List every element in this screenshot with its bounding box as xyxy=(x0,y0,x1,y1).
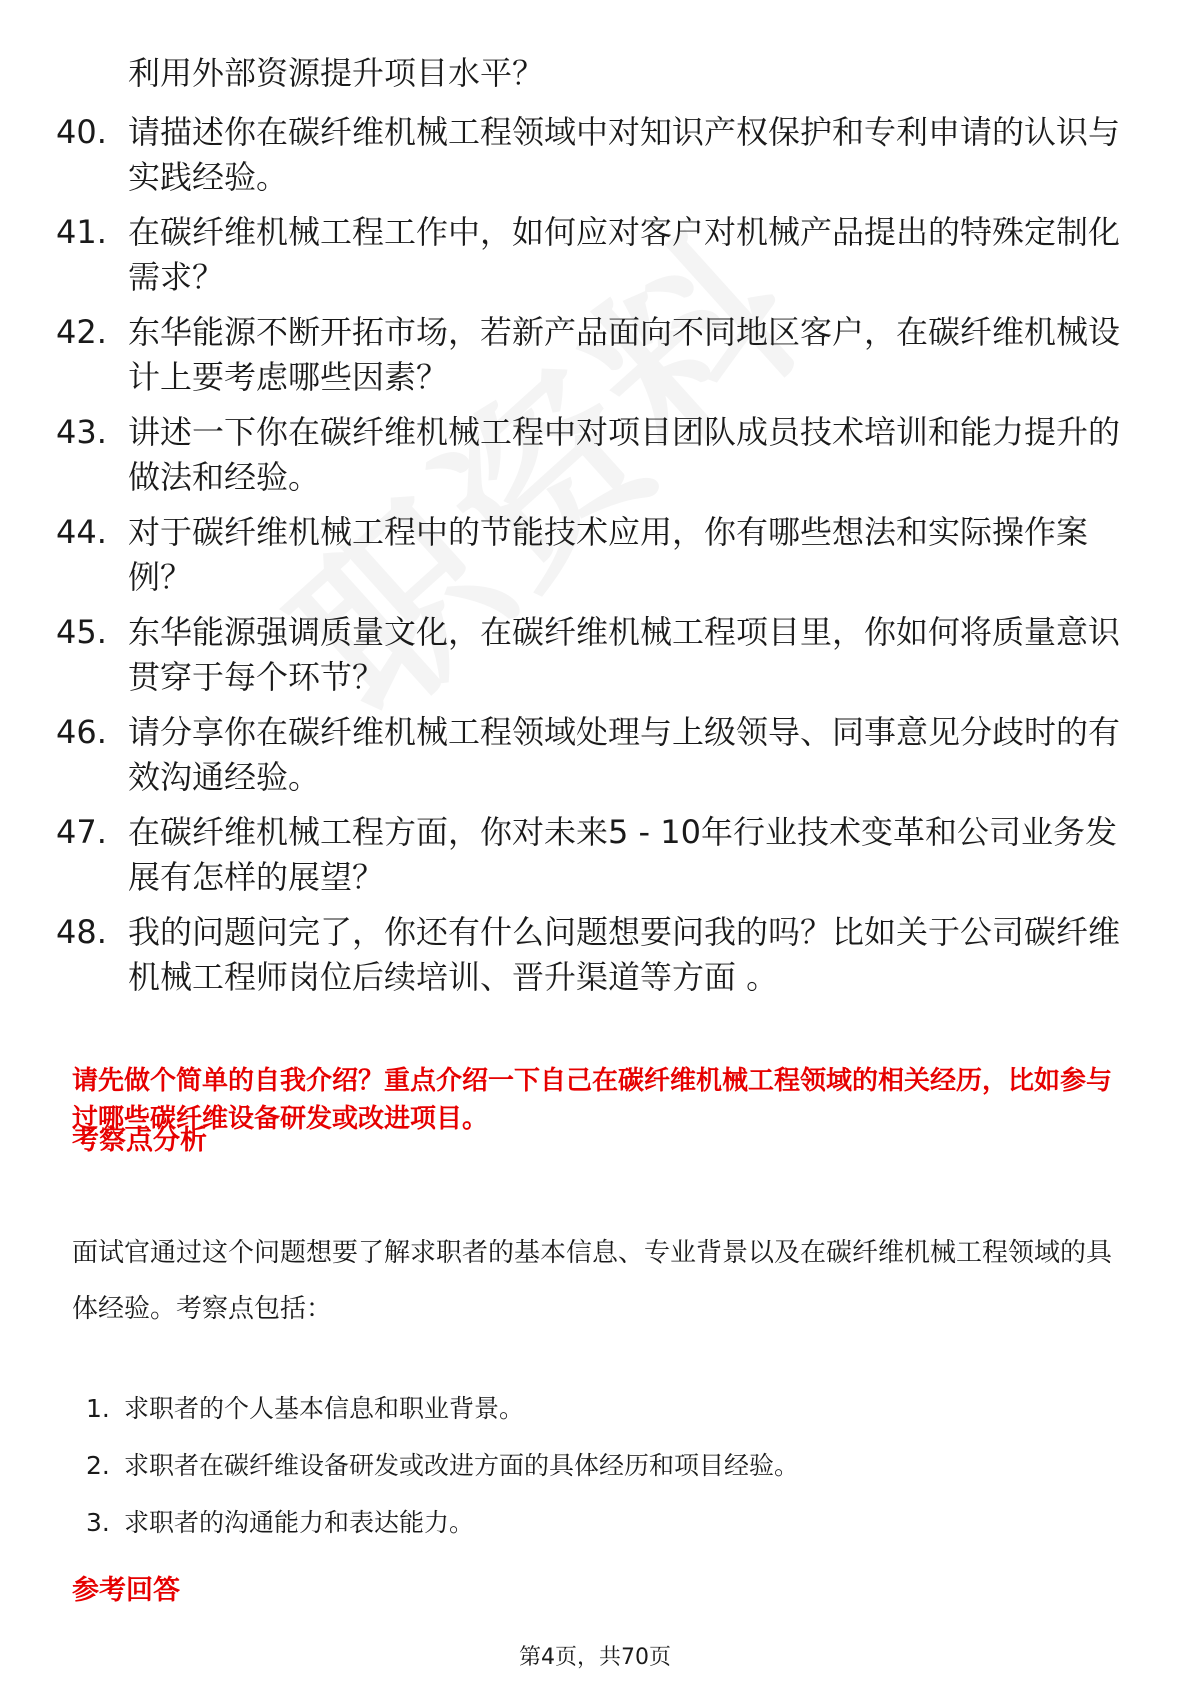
question-number: 47. xyxy=(56,813,107,851)
question-text: 请分享你在碳纤维机械工程领域处理与上级领导、同事意见分歧时的有效沟通经验。 xyxy=(128,713,1121,796)
question-number: 40. xyxy=(56,113,107,151)
point-text: 求职者的沟通能力和表达能力。 xyxy=(124,1508,475,1537)
question-text: 在碳纤维机械工程工作中，如何应对客户对机械产品提出的特殊定制化需求？ xyxy=(128,213,1121,296)
point-number: 2. xyxy=(86,1451,110,1480)
points-list xyxy=(86,1390,799,1561)
point-text: 求职者在碳纤维设备研发或改进方面的具体经历和项目经验。 xyxy=(124,1451,800,1480)
question-text: 讲述一下你在碳纤维机械工程中对项目团队成员技术培训和能力提升的做法和经验。 xyxy=(128,413,1121,496)
page-footer: 第4页，共70页 xyxy=(519,1645,671,1670)
question-number: 45. xyxy=(56,613,107,651)
point-text: 求职者的个人基本信息和职业背景。 xyxy=(124,1394,525,1423)
question-item xyxy=(56,510,1136,600)
question-item xyxy=(56,210,1136,300)
question-list xyxy=(56,110,1136,1010)
question-number: 46. xyxy=(56,713,107,751)
question-item xyxy=(56,310,1136,400)
question-item xyxy=(56,910,1136,1000)
point-number: 3. xyxy=(86,1508,110,1537)
question-text: 请描述你在碳纤维机械工程领域中对知识产权保护和专利申请的认识与实践经验。 xyxy=(128,113,1121,196)
question-number: 44. xyxy=(56,513,107,551)
question-text: 我的问题问完了，你还有什么问题想要问我的吗？比如关于公司碳纤维机械工程师岗位后续培训、晋升渠道等方面 。 xyxy=(128,913,1121,996)
answer-heading: 参考回答 xyxy=(72,1575,180,1606)
analysis-heading: 考察点分析 xyxy=(72,1125,207,1156)
question-text: 东华能源强调质量文化，在碳纤维机械工程项目里，你如何将质量意识贯穿于每个环节？ xyxy=(128,613,1121,696)
question-item xyxy=(56,410,1136,500)
point-item xyxy=(86,1504,799,1542)
continuation-line: 利用外部资源提升项目水平？ xyxy=(128,54,545,92)
point-item xyxy=(86,1390,799,1428)
analysis-paragraph: 面试官通过这个问题想要了解求职者的基本信息、专业背景以及在碳纤维机械工程领域的具体经验。考察点包括： xyxy=(72,1238,1113,1324)
point-item xyxy=(86,1447,799,1485)
question-item xyxy=(56,710,1136,800)
question-number: 41. xyxy=(56,213,107,251)
question-item xyxy=(56,110,1136,200)
highlight-question: 请先做个简单的自我介绍？重点介绍一下自己在碳纤维机械工程领域的相关经历，比如参与过哪些碳纤维设备研发或改进项目。 xyxy=(72,1066,1113,1134)
question-text: 在碳纤维机械工程方面，你对未来5 - 10年行业技术变革和公司业务发展有怎样的展望？ xyxy=(128,813,1117,896)
question-text: 对于碳纤维机械工程中的节能技术应用，你有哪些想法和实际操作案例？ xyxy=(128,513,1089,596)
point-number: 1. xyxy=(86,1394,110,1423)
question-text: 东华能源不断开拓市场，若新产品面向不同地区客户，在碳纤维机械设计上要考虑哪些因素？ xyxy=(128,313,1121,396)
question-item xyxy=(56,610,1136,700)
question-item xyxy=(56,810,1136,900)
question-number: 42. xyxy=(56,313,107,351)
question-number: 48. xyxy=(56,913,107,951)
question-number: 43. xyxy=(56,413,107,451)
